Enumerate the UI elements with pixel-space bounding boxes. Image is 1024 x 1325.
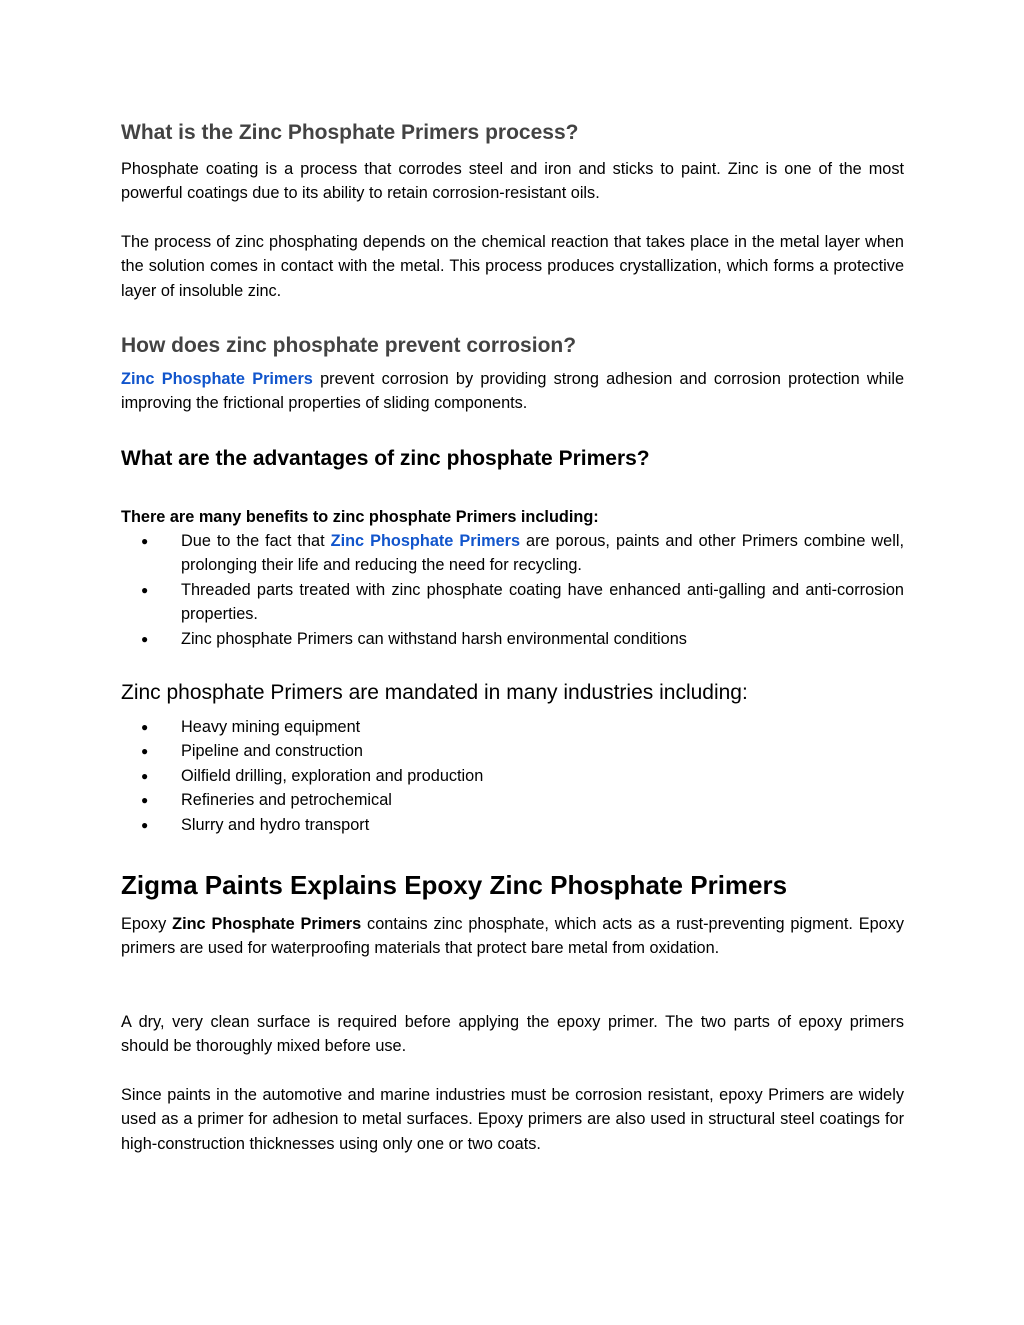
heading-advantages: What are the advantages of zinc phosphate Primers? [121,447,650,470]
paragraph-automotive-marine: Since paints in the automotive and marine industries must be corrosion resistant, epoxy Primers are widely used as a primer for adhesion to metal surfaces. Epoxy primers are also used in structural steel coatings for high-construction thicknesses using only one or two coats. [121,1086,904,1153]
paragraph-prevent-corrosion-text: prevent corrosion by providing strong adhesion and corrosion protection while improving the frictional properties of sliding components. [121,370,904,413]
paragraph-epoxy-zinc [121,912,904,961]
list-item: ● Zinc phosphate Primers can withstand harsh environmental conditions [121,627,904,651]
industries-list [121,715,904,837]
bullet-text: are porous, paints and other Primers combine well, prolonging their life and reducing the need for recycling. [181,532,904,575]
benefits-list [121,529,904,651]
list-item [121,529,904,578]
benefits-intro: There are many benefits to zinc phosphate Primers including: [121,508,599,526]
zinc-phosphate-primers-link[interactable]: Zinc Phosphate Primers [330,532,521,550]
paragraph-prevent-corrosion [121,367,904,416]
list-item: ● Heavy mining equipment [121,715,904,739]
zinc-phosphate-primers-bold: Zinc Phosphate Primers [172,915,362,933]
heading-epoxy-primers: Zigma Paints Explains Epoxy Zinc Phosphate Primers [121,870,788,900]
paragraph-dry-surface: A dry, very clean surface is required before applying the epoxy primer. The two parts of epoxy primers should be thoroughly mixed before use. [121,1013,904,1056]
paragraph-text: Epoxy [121,915,173,933]
list-item: ● Pipeline and construction [121,739,904,763]
heading-industries: Zinc phosphate Primers are mandated in many industries including: [121,681,748,704]
list-item: ● Slurry and hydro transport [121,813,904,837]
paragraph-text: contains zinc phosphate, which acts as a rust-preventing pigment. Epoxy primers are used for waterproofing materials that protect bare metal from oxidation. [121,915,904,958]
list-item: ● Oilfield drilling, exploration and production [121,764,904,788]
paragraph-zinc-phosphating-process: The process of zinc phosphating depends on the chemical reaction that takes place in the metal layer when the solution comes in contact with the metal. This process produces crystallization, which forms a protective layer of insoluble zinc. [121,233,904,300]
heading-prevent-corrosion: How does zinc phosphate prevent corrosion? [121,334,577,357]
paragraph-phosphate-coating: Phosphate coating is a process that corrodes steel and iron and sticks to paint. Zinc is one of the most powerful coatings due to its ability to retain corrosion-resistant oils. [121,160,904,203]
zinc-phosphate-primers-link[interactable]: Zinc Phosphate Primers [121,370,313,388]
list-item: ● Threaded parts treated with zinc phosphate coating have enhanced anti-galling and anti-corrosion properties. [121,578,904,627]
bullet-text: Due to the fact that [181,532,331,550]
list-item: ● Refineries and petrochemical [121,788,904,812]
heading-zinc-phosphate-process: What is the Zinc Phosphate Primers process? [121,121,579,144]
